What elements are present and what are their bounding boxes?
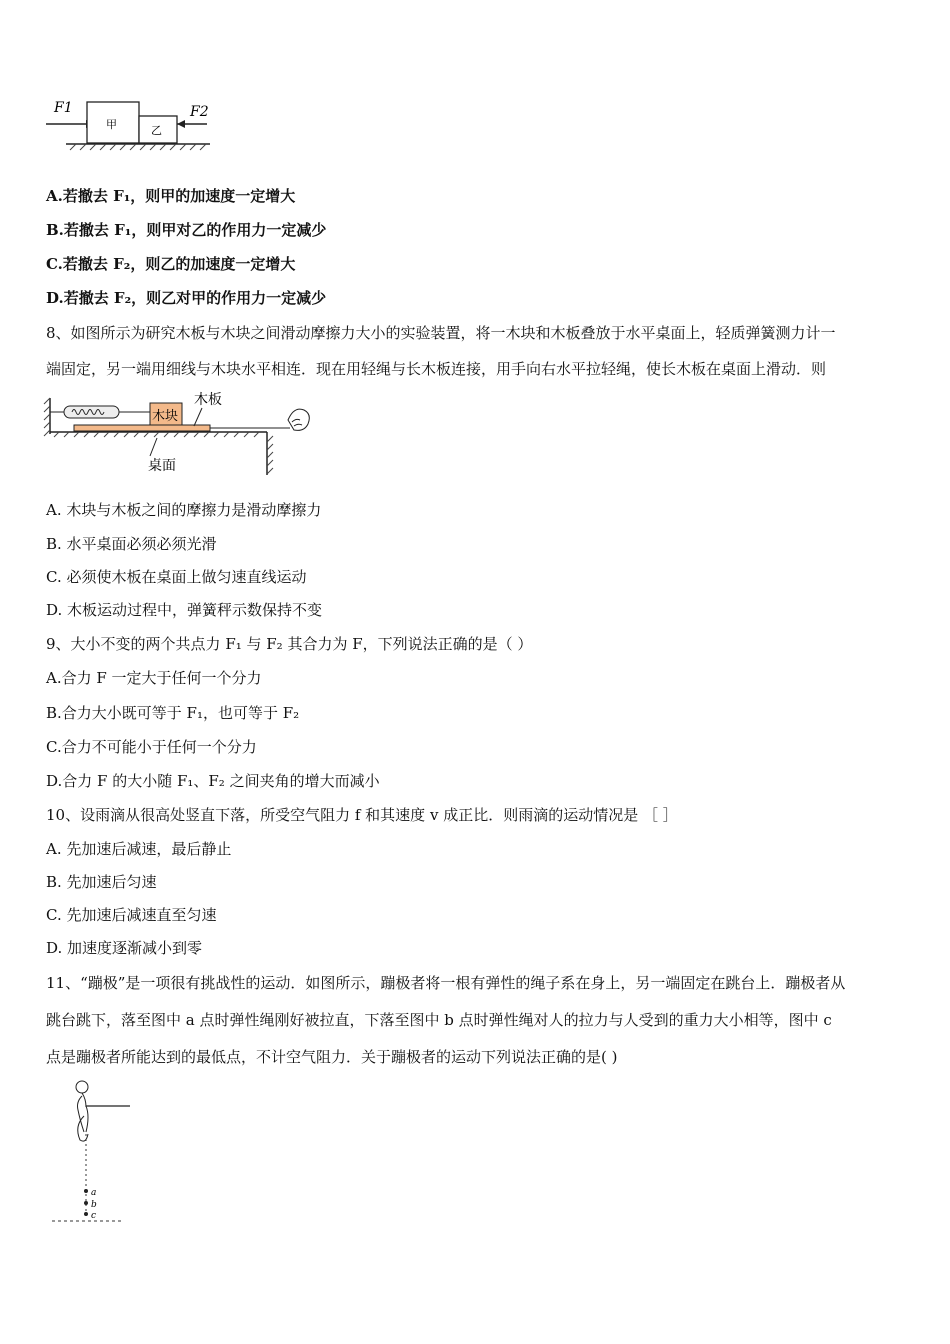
- force-f1-label: F1: [54, 100, 73, 116]
- q8-option-c: C. 必须使木板在桌面上做匀速直线运动: [46, 568, 307, 586]
- q10-option-c: C. 先加速后减速直至匀速: [46, 906, 217, 924]
- q7-option-c: C.若撤去 F₂，则乙的加速度一定增大: [46, 255, 296, 273]
- block-jia-label: 甲: [106, 118, 117, 131]
- board-label: 木板: [194, 392, 222, 408]
- point-a-label: a: [91, 1188, 97, 1198]
- q11-stem-line-2: 跳台跳下，落至图中 a 点时弹性绳刚好被拉直，下落至图中 b 点时弹性绳对人的拉力与人受到的重力大小相等，图中 c: [46, 1011, 832, 1029]
- q7-option-a: A.若撤去 F₁，则甲的加速度一定增大: [46, 187, 296, 205]
- point-c-label: c: [91, 1211, 97, 1221]
- force-f2-label: F2: [190, 104, 209, 120]
- q9-option-c: C.合力不可能小于任何一个分力: [46, 738, 257, 756]
- q8-stem-line-1: 8、如图所示为研究木板与木块之间滑动摩擦力大小的实验装置，将一木块和木板叠放于水平桌面上，轻质弹簧测力计一: [46, 324, 836, 342]
- point-b-label: b: [91, 1200, 97, 1210]
- q9-option-a: A.合力 F 一定大于任何一个分力: [46, 669, 262, 687]
- friction-experiment-figure: [42, 390, 312, 475]
- q7-option-d: D.若撤去 F₂，则乙对甲的作用力一定减少: [46, 289, 327, 307]
- q8-stem-line-2: 端固定，另一端用细线与木块水平相连．现在用轻绳与长木板连接，用手向右水平拉轻绳，使长木板在桌面上滑动．则: [46, 360, 827, 378]
- q11-stem-line-3: 点是蹦极者所能达到的最低点，不计空气阻力．关于蹦极者的运动下列说法正确的是( ): [46, 1048, 618, 1066]
- q10-option-d: D. 加速度逐渐减小到零: [46, 939, 203, 957]
- bungee-jump-figure: [44, 1076, 144, 1226]
- q9-option-d: D.合力 F 的大小随 F₁、F₂ 之间夹角的增大而减小: [46, 772, 380, 790]
- q7-option-b: B.若撤去 F₁，则甲对乙的作用力一定减少: [46, 221, 327, 239]
- block-yi-label: 乙: [151, 124, 162, 137]
- q8-option-b: B. 水平桌面必须必须光滑: [46, 535, 217, 553]
- q11-stem-line-1: 11、“蹦极”是一项很有挑战性的运动．如图所示，蹦极者将一根有弹性的绳子系在身上，另一端固定在跳台上．蹦极者从: [46, 974, 846, 992]
- q10-stem: 10、设雨滴从很高处竖直下落，所受空气阻力 f 和其速度 v 成正比．则雨滴的运动情况是 ［ ］: [46, 806, 678, 824]
- q8-option-a: A. 木块与木板之间的摩擦力是滑动摩擦力: [46, 501, 322, 519]
- q9-stem: 9、大小不变的两个共点力 F₁ 与 F₂ 其合力为 F，下列说法正确的是（ ）: [46, 635, 533, 653]
- q10-option-b: B. 先加速后匀速: [46, 873, 157, 891]
- table-label: 桌面: [148, 458, 176, 474]
- two-blocks-figure: [44, 94, 219, 156]
- q8-option-d: D. 木板运动过程中，弹簧秤示数保持不变: [46, 601, 323, 619]
- q10-option-a: A. 先加速后减速，最后静止: [46, 840, 232, 858]
- q9-option-b: B.合力大小既可等于 F₁，也可等于 F₂: [46, 704, 300, 722]
- wooden-block-label: 木块: [152, 409, 179, 424]
